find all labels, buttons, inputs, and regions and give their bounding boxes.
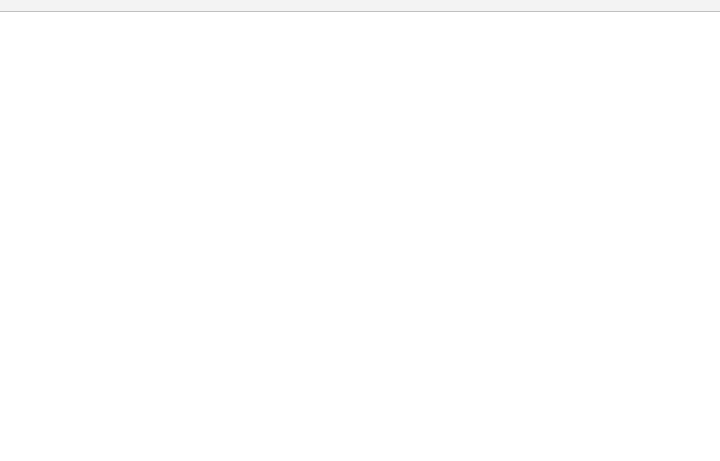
column-header-bar: [0, 0, 720, 12]
